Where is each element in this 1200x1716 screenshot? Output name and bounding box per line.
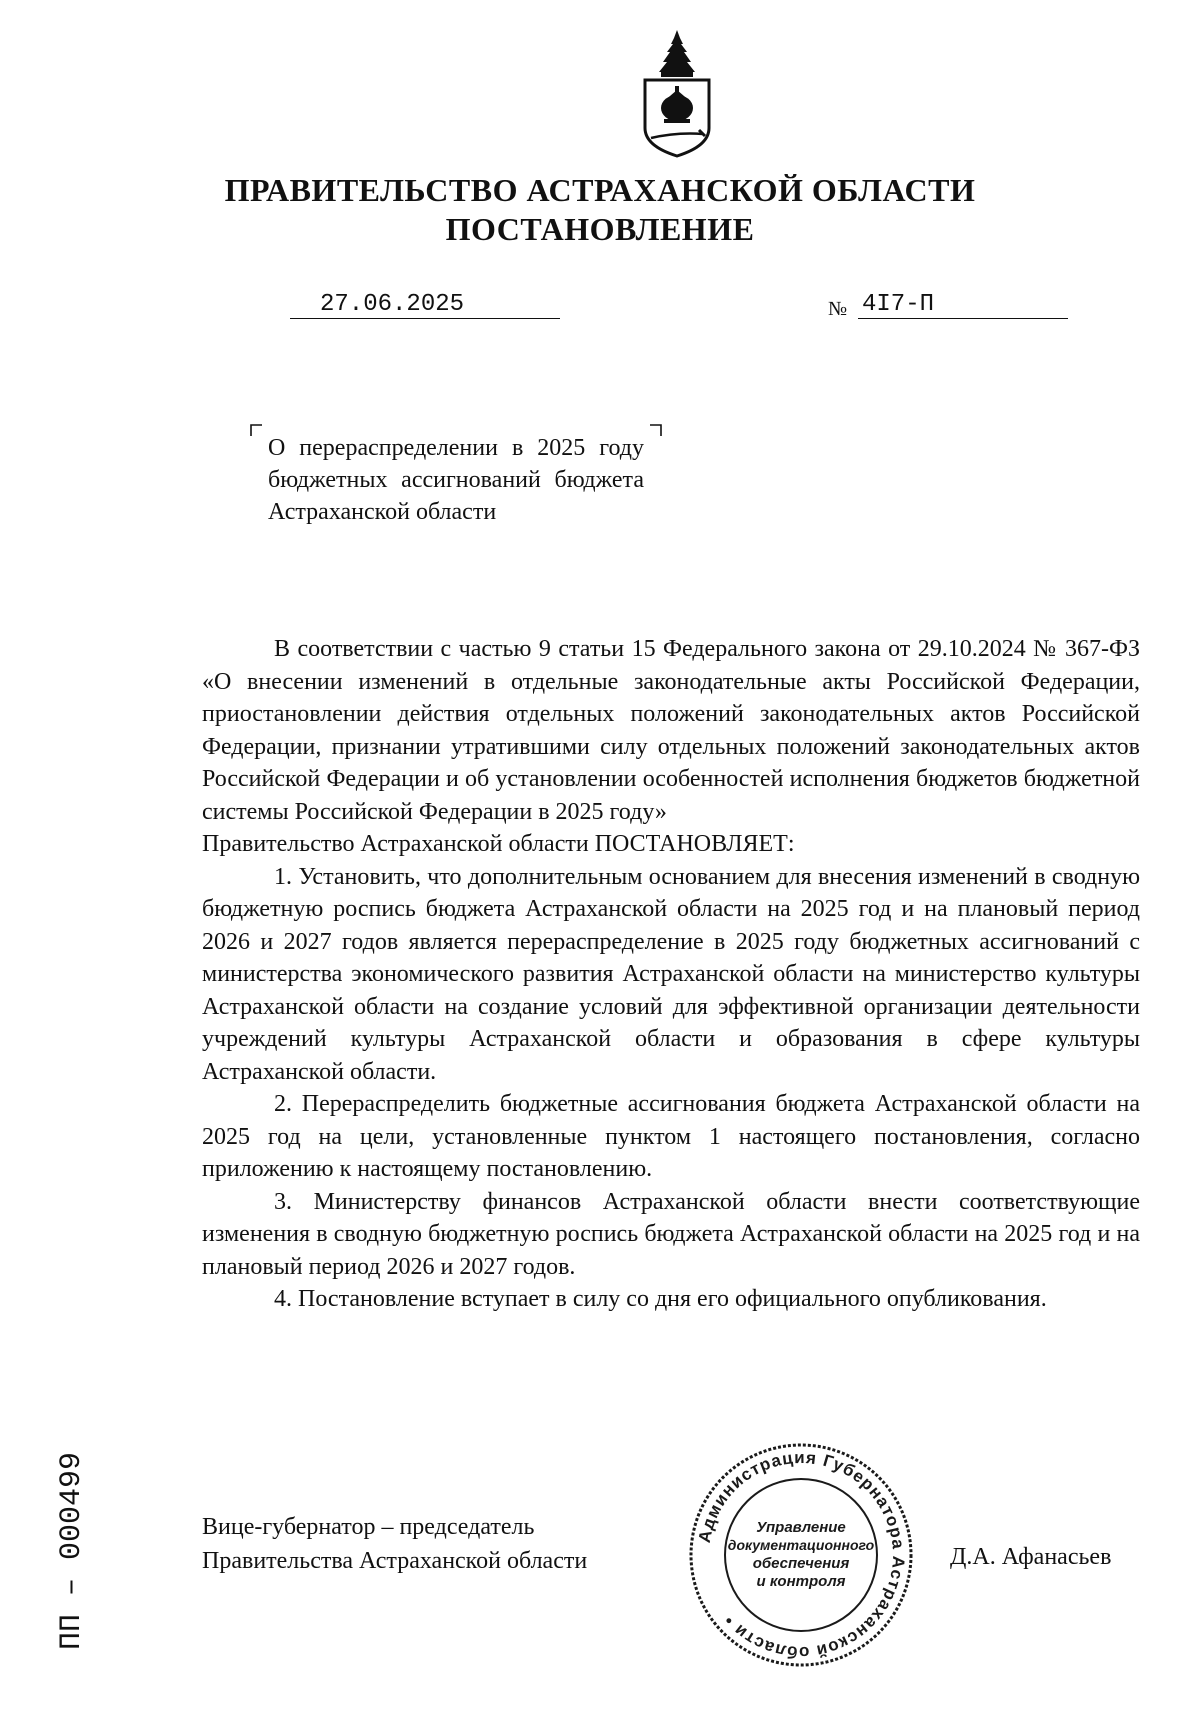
svg-text:обеспечения: обеспечения	[752, 1555, 850, 1572]
corner-bracket-right-icon	[650, 424, 662, 436]
government-name: ПРАВИТЕЛЬСТВО АСТРАХАНСКОЙ ОБЛАСТИ	[224, 172, 976, 208]
number-sign: №	[828, 298, 848, 320]
signatory-name: Д.А. Афанасьев	[950, 1544, 1112, 1570]
svg-text:Управление: Управление	[756, 1519, 846, 1536]
document-type: ПОСТАНОВЛЕНИЕ	[445, 211, 755, 247]
clause-paragraph: 4. Постановление вступает в силу со дня его официального опубликования.	[274, 1286, 1047, 1312]
signatory-title	[202, 1510, 587, 1578]
svg-text:и контроля: и контроля	[756, 1573, 846, 1590]
clause-paragraph: 2. Перераспределить бюджетные ассигнования бюджета Астраханской области на 2025 год на цели, установленные пунктом 1 настоящего постановления, согласно приложению к настоящему постановлению.	[202, 1091, 1140, 1182]
document-body	[202, 633, 1140, 1316]
margin-registration-code	[10, 1451, 130, 1650]
signatory-title-line: Правительства Астраханской области	[202, 1548, 588, 1574]
resolution-line: Правительство Астраханской области ПОСТАНОВЛЯЕТ:	[202, 831, 795, 857]
registration-code-text: ПП – 000499	[55, 1451, 89, 1650]
svg-text:Администрация Губернатора Астр: Администрация Губернатора Астраханской области •	[694, 1447, 909, 1663]
document-subject: О перераспределении в 2025 году бюджетных ассигнований бюджета Астраханской области	[268, 435, 644, 525]
svg-text:документационного: документационного	[727, 1537, 875, 1553]
clause-paragraph: 1. Установить, что дополнительным основанием для внесения изменений в сводную бюджетную роспись бюджета Астраханской области на 2025 год и на плановый период 2026 и 2027 годов является перераспределение в 2025 году бюджетных ассигнований с министерства экономического развития Астраханской области на министерство культуры Астраханской области на создание условий для эффективной организации деятельности учреждений культуры Астраханской области и образования в сфере культуры Астраханской области.	[202, 863, 1140, 1085]
preamble-paragraph: В соответствии с частью 9 статьи 15 Федерального закона от 29.10.2024 № 367-ФЗ «О внесении изменений в отдельные законодательные акты Российской Федерации, приостановлении действия отдельных положений законодательных актов Российской Федерации, признании утратившими силу отдельных положений законодательных актов Российской Федерации и об установлении особенностей исполнения бюджетов бюджетной системы Российской Федерации в 2025 году»	[202, 636, 1140, 825]
coat-of-arms-icon	[637, 28, 717, 158]
corner-bracket-left-icon	[250, 424, 262, 436]
document-number: 4I7-П	[858, 292, 1068, 319]
document-date: 27.06.2025	[290, 292, 560, 319]
official-stamp	[686, 1440, 916, 1670]
signatory-title-line: Вице-губернатор – председатель	[202, 1514, 535, 1540]
clause-paragraph: 3. Министерству финансов Астраханской области внести соответствующие изменения в сводную бюджетную роспись бюджета Астраханской области на 2025 год и на плановый период 2026 и 2027 годов.	[202, 1188, 1140, 1280]
